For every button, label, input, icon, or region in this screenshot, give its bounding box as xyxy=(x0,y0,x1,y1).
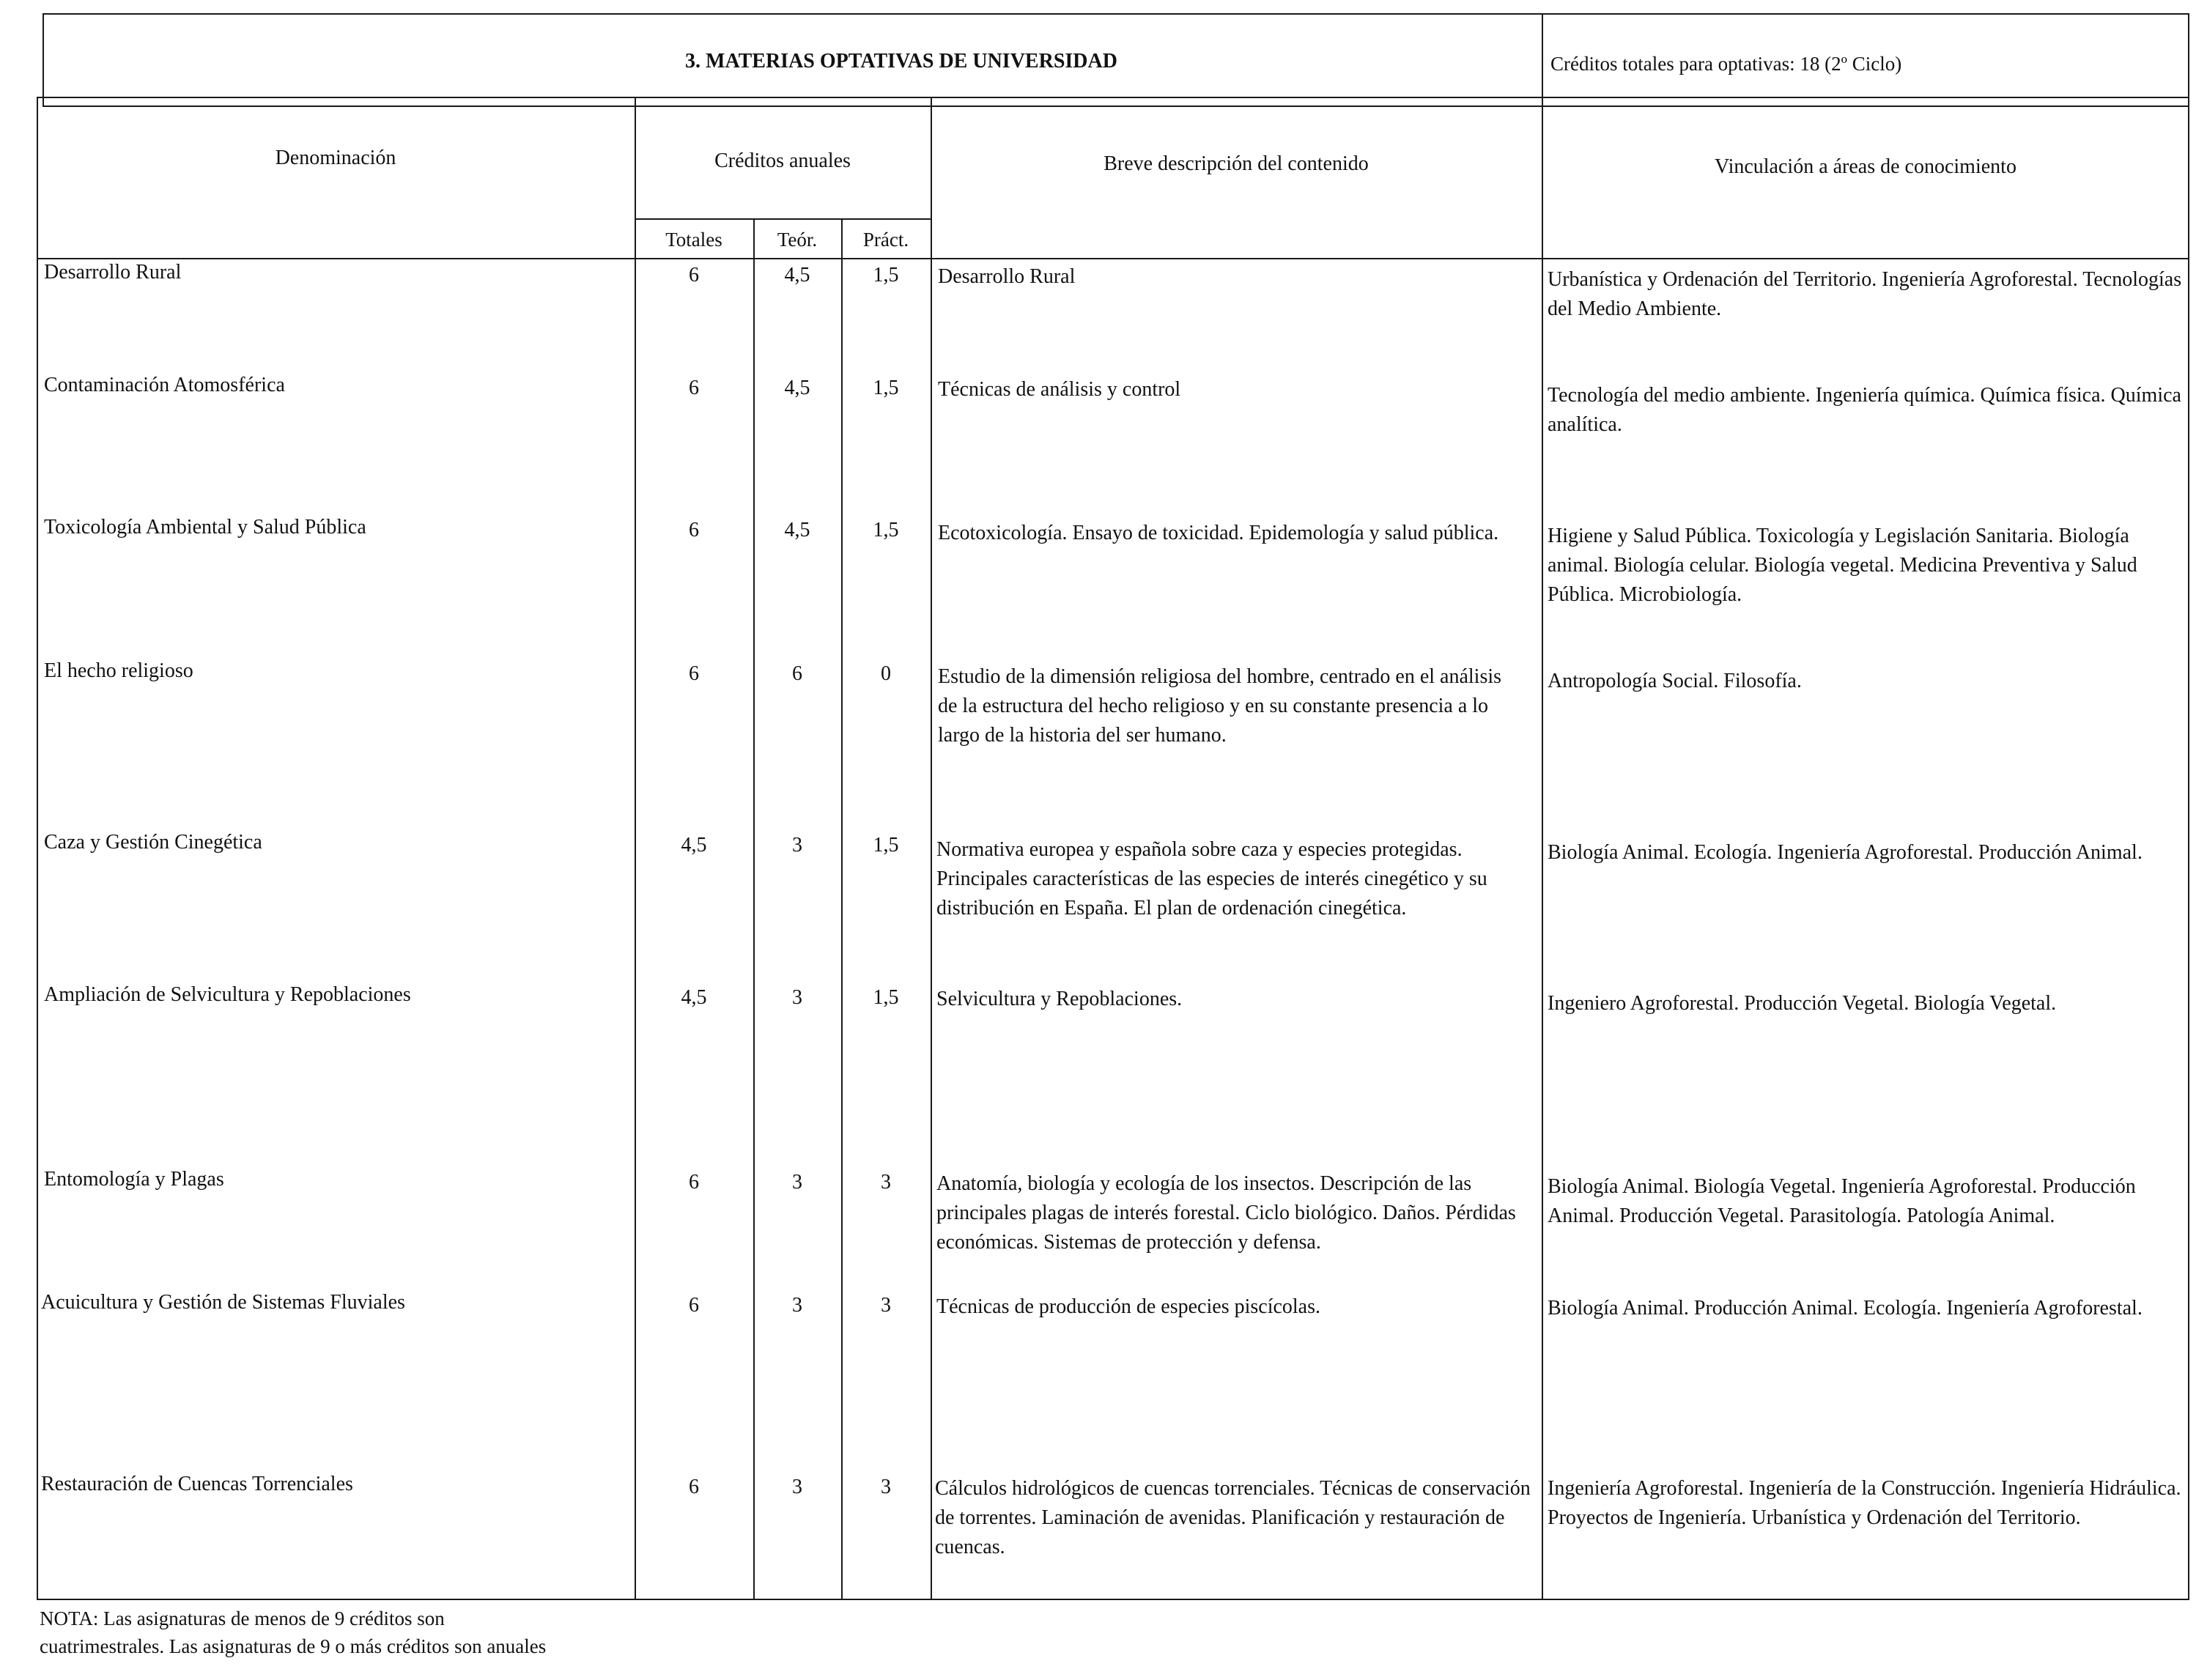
title-divider xyxy=(1542,13,1543,107)
row-teor: 4,5 xyxy=(784,264,810,286)
row-pract: 1,5 xyxy=(873,519,899,541)
row-desc: Selvicultura y Repoblaciones. xyxy=(936,988,1183,1010)
row-areas: Higiene y Salud Pública. Toxicología y Legislación Sanitaria. Biología animal. Biología celular. Biología vegetal. Medicina Preventiva y Salud Pública. Microbiología. xyxy=(1548,525,2137,606)
row-teor: 4,5 xyxy=(784,519,810,541)
row-areas: Tecnología del medio ambiente. Ingeniería química. Química física. Química analítica. xyxy=(1548,384,2181,436)
row-areas: Urbanística y Ordenación del Territorio. Ingeniería Agroforestal. Tecnologías del Medio Ambiente. xyxy=(1548,268,2182,320)
row-name: Restauración de Cuencas Torrenciales xyxy=(41,1473,353,1495)
row-totales: 6 xyxy=(689,662,699,685)
row-teor: 6 xyxy=(792,662,802,685)
row-areas: Biología Animal. Biología Vegetal. Ingeniería Agroforestal. Producción Animal. Producción Vegetal. Parasitología. Patología Animal. xyxy=(1548,1175,2136,1227)
row-totales: 6 xyxy=(689,519,699,541)
col-divider-5 xyxy=(1542,97,1543,1600)
row-totales: 6 xyxy=(689,1171,699,1194)
row-totales: 4,5 xyxy=(681,834,707,856)
row-pract: 3 xyxy=(881,1171,891,1194)
header-totales: Totales xyxy=(665,229,722,251)
row-desc: Normativa europea y española sobre caza y especies protegidas. Principales características de las especies de interés cinegético y su distribución en España. El plan de ordenación cinegética. xyxy=(936,838,1487,919)
row-areas: Biología Animal. Ecología. Ingeniería Agroforestal. Producción Animal. xyxy=(1548,841,2143,864)
header-creditos: Créditos anuales xyxy=(714,149,851,172)
row-teor: 3 xyxy=(792,834,802,856)
credits-subheader-line xyxy=(635,218,931,220)
header-teor: Teór. xyxy=(777,229,818,251)
row-desc: Técnicas de análisis y control xyxy=(938,378,1181,401)
row-areas: Ingeniero Agroforestal. Producción Vegetal. Biología Vegetal. xyxy=(1548,992,2057,1015)
row-name: Toxicología Ambiental y Salud Pública xyxy=(44,516,366,539)
row-desc: Anatomía, biología y ecología de los insectos. Descripción de las principales plagas de interés forestal. Ciclo biológico. Daños. Pérdidas económicas. Sistemas de protección y defensa. xyxy=(936,1172,1516,1254)
row-name: Contaminación Atomosférica xyxy=(44,374,285,396)
row-teor: 3 xyxy=(792,986,802,1009)
credits-total-label: Créditos totales para optativas: 18 (2º Ciclo) xyxy=(1550,53,1902,75)
row-areas: Biología Animal. Producción Animal. Ecología. Ingeniería Agroforestal. xyxy=(1548,1297,2143,1320)
header-denominacion: Denominación xyxy=(275,147,396,169)
row-desc: Ecotoxicología. Ensayo de toxicidad. Epidemología y salud pública. xyxy=(938,522,1499,544)
row-desc: Cálculos hidrológicos de cuencas torrenciales. Técnicas de conservación de torrentes. Laminación de avenidas. Planificación y restauración de cuencas. xyxy=(935,1477,1531,1558)
row-name: Caza y Gestión Cinegética xyxy=(44,831,262,854)
row-teor: 3 xyxy=(792,1171,802,1194)
row-totales: 6 xyxy=(689,1476,699,1498)
row-totales: 6 xyxy=(689,377,699,399)
row-areas: Antropología Social. Filosofía. xyxy=(1548,670,1802,692)
row-teor: 3 xyxy=(792,1476,802,1498)
header-descripcion: Breve descripción del contenido xyxy=(1104,152,1369,175)
row-teor: 4,5 xyxy=(784,377,810,399)
row-pract: 3 xyxy=(881,1476,891,1498)
row-name: Ampliación de Selvicultura y Repoblaciones xyxy=(44,983,411,1006)
footnote-line-1: NOTA: Las asignaturas de menos de 9 créditos son xyxy=(40,1607,445,1629)
row-totales: 4,5 xyxy=(681,986,707,1009)
row-totales: 6 xyxy=(689,264,699,286)
row-name: El hecho religioso xyxy=(44,659,193,682)
row-name: Desarrollo Rural xyxy=(44,261,182,284)
row-pract: 3 xyxy=(881,1294,891,1317)
row-desc: Estudio de la dimensión religiosa del hombre, centrado en el análisis de la estructura del hecho religioso y en su constante presencia a lo largo de la historia del ser humano. xyxy=(938,665,1502,747)
row-totales: 6 xyxy=(689,1294,699,1317)
header-pract: Práct. xyxy=(862,229,909,251)
col-divider-4 xyxy=(931,97,932,1600)
page-title: 3. MATERIAS OPTATIVAS DE UNIVERSIDAD xyxy=(685,50,1117,73)
row-name: Acuicultura y Gestión de Sistemas Fluviales xyxy=(41,1291,405,1314)
row-name: Entomología y Plagas xyxy=(44,1168,224,1191)
row-areas: Ingeniería Agroforestal. Ingeniería de la Construcción. Ingeniería Hidráulica. Proyectos de Ingeniería. Urbanística y Ordenación del Territorio. xyxy=(1548,1477,2181,1529)
footnote-line-2: cuatrimestrales. Las asignaturas de 9 o más créditos son anuales xyxy=(40,1635,547,1657)
row-pract: 1,5 xyxy=(873,377,899,399)
row-pract: 1,5 xyxy=(873,834,899,856)
row-pract: 0 xyxy=(881,662,891,685)
footnote xyxy=(40,1605,772,1660)
col-divider-3 xyxy=(841,218,843,1600)
header-vinculacion: Vinculación a áreas de conocimiento xyxy=(1715,155,2016,178)
row-desc: Técnicas de producción de especies piscícolas. xyxy=(936,1295,1321,1318)
row-pract: 1,5 xyxy=(873,986,899,1009)
row-desc: Desarrollo Rural xyxy=(938,265,1076,288)
row-teor: 3 xyxy=(792,1294,802,1317)
row-pract: 1,5 xyxy=(873,264,899,286)
col-divider-2 xyxy=(753,218,755,1600)
